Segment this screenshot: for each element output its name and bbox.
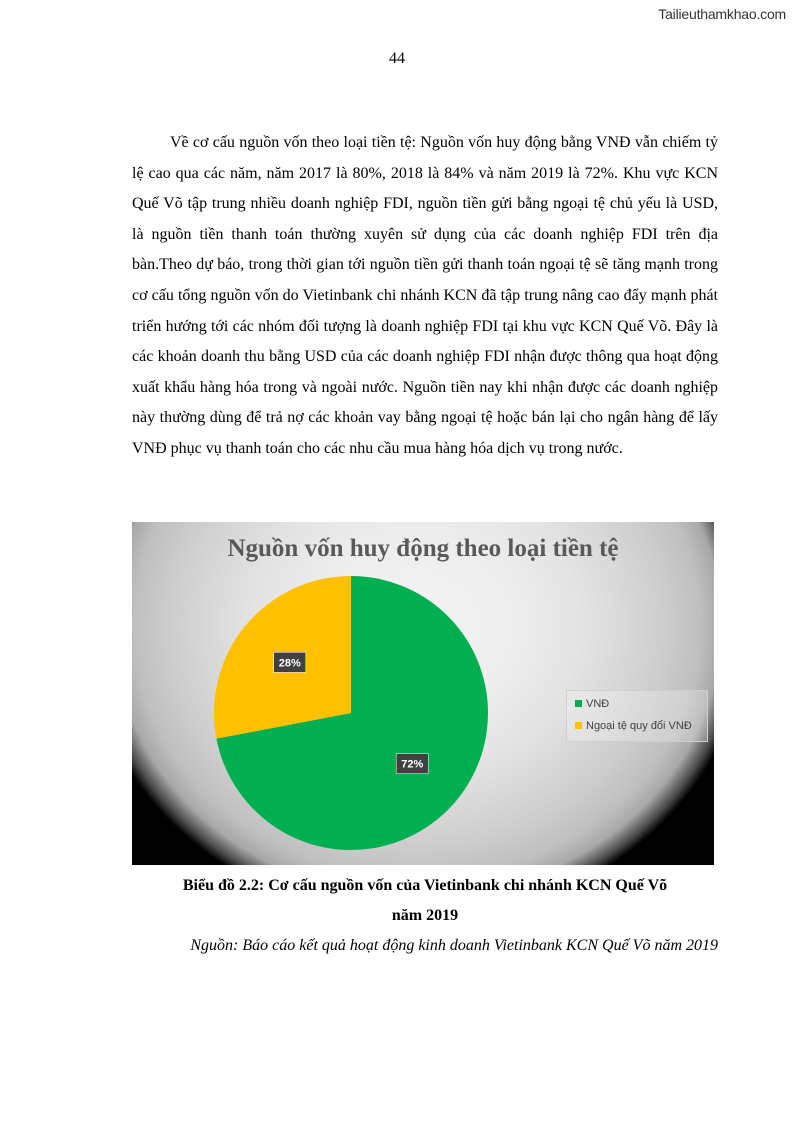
pie-label-foreign-currency (274, 652, 306, 672)
legend-label-foreign-currency: Ngoại tệ quy đổi VNĐ (586, 720, 692, 732)
figure-caption-title: Biểu đồ 2.2: Cơ cấu nguồn vốn của Vietinbank chi nhánh KCN Quế Võ (182, 877, 668, 894)
pie-slices (214, 576, 488, 850)
legend-item-vnd (575, 698, 609, 710)
body-paragraph: Về cơ cấu nguồn vốn theo loại tiền tệ: Nguồn vốn huy động bằng VNĐ vẫn chiếm tỷ lệ cao qua các năm, năm 2017 là 80%, 2018 là 84% và năm 2019 là 72%. Khu vực KCN Quế Võ tập trung nhiều doanh nghiệp FDI, nguồn tiền gửi bằng ngoại tệ chủ yếu là USD, là nguồn tiền thanh toán thường xuyên sử dụng của các doanh nghiệp FDI trên địa bàn.Theo dự báo, trong thời gian tới nguồn tiền gửi thanh toán ngoại tệ sẽ tăng mạnh trong cơ cấu tổng nguồn vốn do Vietinbank chi nhánh KCN đã tập trung nâng cao đẩy mạnh phát triển hướng tới các nhóm đối tượng là doanh nghiệp FDI tại khu vực KCN Quế Võ. Đây là các khoản doanh thu bằng USD của các doanh nghiệp FDI nhận được thông qua hoạt động xuất khẩu hàng hóa trong và ngoài nước. Nguồn tiền nay khi nhận được các doanh nghiệp này thường dùng để trả nợ các khoản vay bằng ngoại tệ hoặc bán lại cho ngân hàng để lấy VNĐ phục vụ thanh toán cho các nhu cầu mua hàng hóa dịch vụ trong nước. (132, 134, 718, 457)
page-number: 44 (389, 50, 405, 67)
pie-chart (132, 522, 714, 865)
watermark: Tailieuthamkhao.com (658, 6, 786, 22)
figure-source-note: Nguồn: Báo cáo kết quả hoạt động kinh doanh Vietinbank KCN Quế Võ năm 2019 (190, 937, 718, 954)
legend-item-foreign-currency (575, 720, 692, 732)
legend-label-vnd: VNĐ (586, 698, 610, 710)
chart-title: Nguồn vốn huy động theo loại tiền tệ (227, 535, 619, 562)
chart-legend (566, 690, 708, 742)
legend-swatch-vnd (575, 700, 582, 707)
figure-caption-year: năm 2019 (391, 907, 459, 924)
legend-swatch-foreign-currency (575, 722, 582, 729)
pie-label-text: 28% (278, 657, 301, 670)
pie-label-vnd (396, 754, 428, 774)
pie-label-text: 72% (401, 758, 424, 771)
